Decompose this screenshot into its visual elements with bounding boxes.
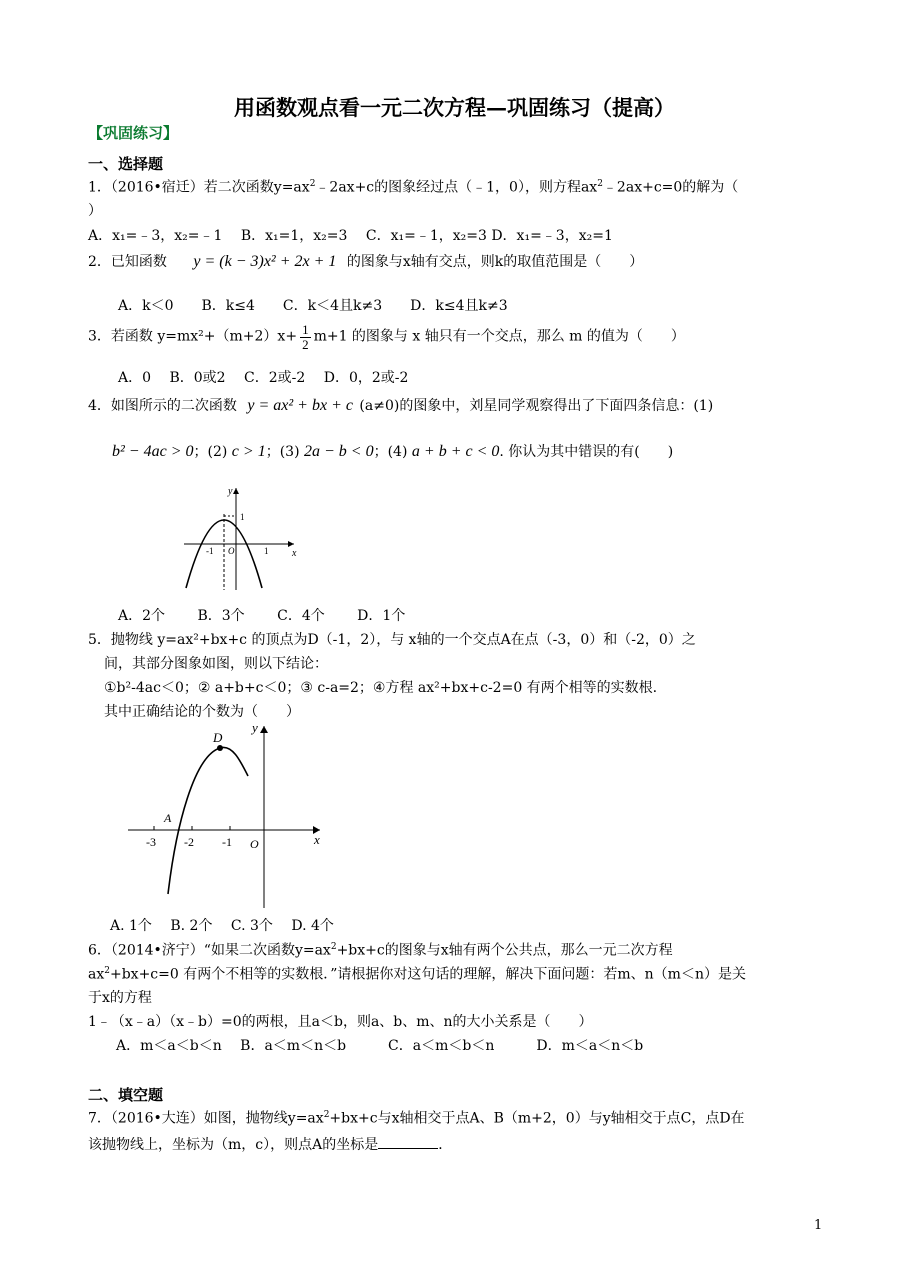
question-6-line3: 于x的方程 xyxy=(88,990,152,1006)
page-title: 用函数观点看一元二次方程—巩固练习（提高） xyxy=(234,95,675,120)
graph1-x-label: x xyxy=(292,548,297,559)
question-6-line4: 1﹣（x﹣a）（x﹣b）=0的两根，且a＜b，则a、b、m、n的大小关系是（ ） xyxy=(88,1014,593,1030)
question-4-options: A．2个 B．3个 C．4个 D．1个 xyxy=(118,608,406,624)
graph1-tick-neg1: -1 xyxy=(206,546,214,556)
parabola-graph-1 xyxy=(178,482,303,592)
parabola-graph-2 xyxy=(120,716,330,911)
graph1-tick-1x: 1 xyxy=(264,546,269,556)
section-choice-heading: 一、选择题 xyxy=(88,155,164,173)
question-3-options: A．0 B．0或2 C．2或-2 D．0，2或-2 xyxy=(118,370,409,386)
question-7-line1: 7．（2016•大连）如图，抛物线$y=ax^2+bx+c$与x轴相交于点A、B（m+2，0）与y轴相交于点C，点D在 xyxy=(88,1110,745,1127)
graph1-y-label: y xyxy=(228,486,233,497)
graph2-origin: O xyxy=(250,837,259,851)
answer-blank xyxy=(378,1134,438,1149)
question-3: 3．若函数 y=mx²+（m+2）x+ $\frac{1}{2}$ m+1 的图象与 x 轴只有一个交点，那么 m 的值为（ ） xyxy=(88,322,685,352)
question-1-close: ） xyxy=(88,203,102,219)
graph1-origin: O xyxy=(228,546,235,556)
question-5-line3: ①b²-4ac＜0；② a+b+c＜0；③ c-a=2；④方程 ax²+bx+c-2=0 有两个相等的实数根. xyxy=(104,680,658,696)
graph2-tick-neg1: -1 xyxy=(222,835,232,849)
question-4-conditions: b² − 4ac > 0；(2) c > 1；(3) 2a − b < 0；(4) a + b + c < 0. 你认为其中错误的有( ) xyxy=(112,443,674,460)
graph2-x-label: x xyxy=(314,832,320,847)
question-2: 2．已知函数 y = (k − 3)x² + 2x + 1 的图象与x轴有交点，则k的取值范围是（ ） xyxy=(88,253,644,270)
question-1-options: A．x₁=﹣3，x₂=﹣1 B．x₁=1，x₂=3 C．x₁=﹣1，x₂=3 D．x₁=﹣3，x₂=1 xyxy=(88,228,613,244)
practice-tag: 【巩固练习】 xyxy=(88,124,179,142)
graph2-tick-neg2: -2 xyxy=(184,835,194,849)
question-2-formula: y = (k − 3)x² + 2x + 1 xyxy=(193,253,337,270)
question-6-line2: $ax^2+bx+c=0$ 有两个不相等的实数根．”请根据你对这句话的理解，解决下面问题：若m、n（m＜n）是关 xyxy=(88,966,746,983)
question-5-line4: 其中正确结论的个数为（ ） xyxy=(104,704,300,720)
graph2-y-label: y xyxy=(252,720,258,735)
fraction-half: $\frac{1}{2}$ xyxy=(302,322,309,352)
graph1-tick-1y: 1 xyxy=(240,512,245,522)
question-6-options: A．m＜a＜b＜n B．a＜m＜n＜b C．a＜m＜b＜n D．m＜a＜n＜b xyxy=(116,1038,644,1054)
question-7-line2: 该抛物线上，坐标为（m，c），则点A的坐标是 ． xyxy=(88,1134,452,1154)
question-1: 1．（2016•宿迁）若二次函数$y=ax^2﹣2ax+c$的图象经过点（﹣1，0），则方程$ax^2﹣2ax+c=0$的解为（ xyxy=(88,179,739,196)
question-5-options: A. 1个 B. 2个 C. 3个 D. 4个 xyxy=(110,918,334,934)
question-4: 4．如图所示的二次函数 y = ax² + bx + c (a≠0)的图象中，刘星同学观察得出了下面四条信息：(1) xyxy=(88,397,714,414)
page-number: 1 xyxy=(814,1218,823,1233)
question-4-formula: y = ax² + bx + c xyxy=(247,397,353,414)
section-fill-heading: 二、填空题 xyxy=(88,1086,164,1104)
graph2-point-a: A xyxy=(164,811,172,825)
graph2-vertex-label: D xyxy=(213,730,223,745)
question-6-line1: 6．（2014•济宁）“如果二次函数$y=ax^2+bx+c$的图象与x轴有两个公共点，那么一元二次方程 xyxy=(88,942,673,959)
question-5-line1: 5．抛物线 y=ax²+bx+c 的顶点为D（-1，2），与 x轴的一个交点A在点（-3，0）和（-2，0）之 xyxy=(88,632,696,648)
question-2-options: A．k＜0 B．k≤4 C．k＜4且k≠3 D．k≤4且k≠3 xyxy=(118,298,508,314)
graph2-tick-neg3: -3 xyxy=(146,835,156,849)
question-5-line2: 间，其部分图象如图，则以下结论： xyxy=(104,656,328,672)
